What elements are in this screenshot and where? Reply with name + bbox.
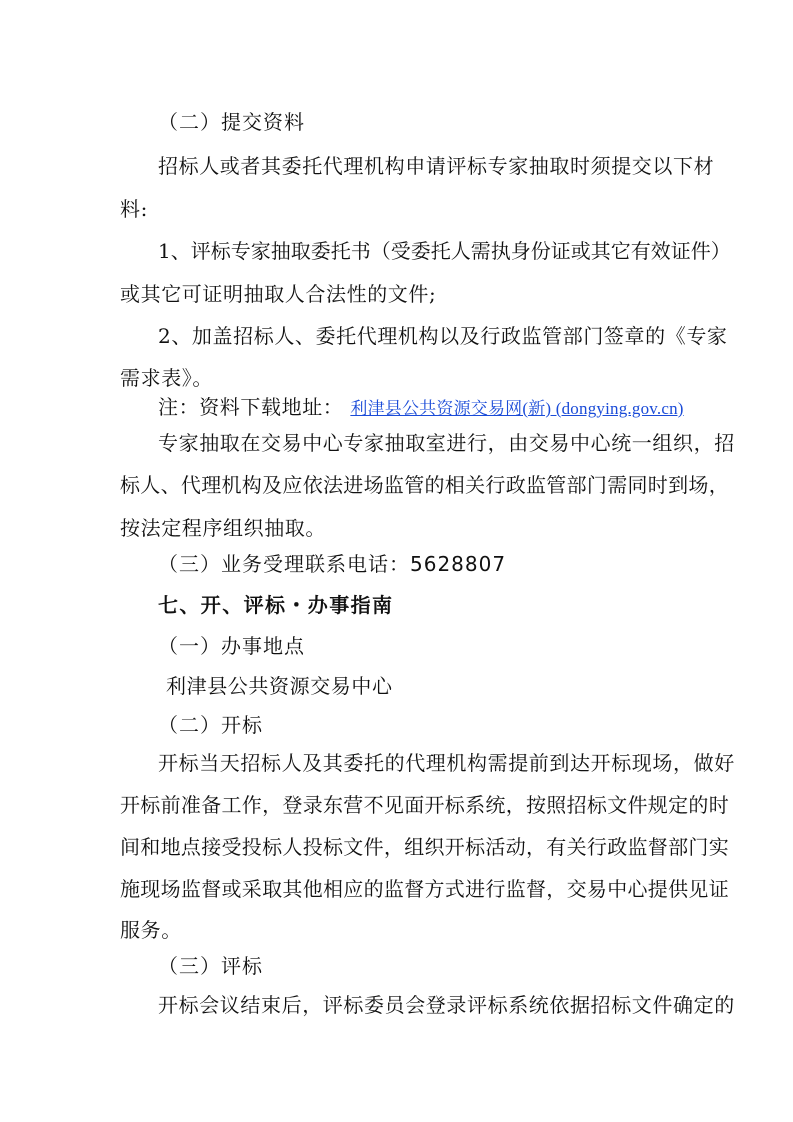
section-heading-location: （一）办事地点 <box>158 634 305 658</box>
section-heading-bid-evaluation: （三）评标 <box>158 954 263 978</box>
paragraph-line: 1、评标专家抽取委托书（受委托人需执身份证或其它有效证件） <box>158 239 731 263</box>
download-note-label: 注：资料下载地址： <box>158 395 344 419</box>
section-heading-submit-materials: （二）提交资料 <box>158 110 305 134</box>
paragraph-line: 间和地点接受投标人投标文件，组织开标活动，有关行政监督部门实 <box>120 835 729 859</box>
paragraph-line: 料: <box>120 197 148 221</box>
paragraph-line: 或其它可证明抽取人合法性的文件; <box>120 282 437 306</box>
paragraph-line: 按法定程序组织抽取。 <box>120 516 326 540</box>
download-link[interactable]: 利津县公共资源交易网(新) (dongying.gov.cn) <box>350 399 684 418</box>
paragraph-line: 专家抽取在交易中心专家抽取室进行，由交易中心统一组织，招 <box>158 431 735 455</box>
paragraph-line: 施现场监督或采取其他相应的监督方式进行监督，交易中心提供见证 <box>120 877 729 901</box>
paragraph-line: 开标当天招标人及其委托的代理机构需提前到达开标现场，做好 <box>158 751 735 775</box>
contact-phone-line: （三）业务受理联系电话：5628807 <box>158 552 507 576</box>
download-note-line <box>158 394 684 422</box>
paragraph-line: 2、加盖招标人、委托代理机构以及行政监管部门签章的《专家 <box>158 324 728 348</box>
location-text: 利津县公共资源交易中心 <box>166 674 393 698</box>
paragraph-line: 服务。 <box>120 918 182 942</box>
paragraph-line: 需求表》。 <box>120 366 213 390</box>
paragraph-line: 开标前准备工作，登录东营不见面开标系统，按照招标文件规定的时 <box>120 793 729 817</box>
paragraph-line: 开标会议结束后，评标委员会登录评标系统依据招标文件确定的 <box>158 993 735 1017</box>
paragraph-line: 标人、代理机构及应依法进场监管的相关行政监管部门需同时到场， <box>120 473 729 497</box>
section-heading-bid-opening: （二）开标 <box>158 713 263 737</box>
paragraph-line: 招标人或者其委托代理机构申请评标专家抽取时须提交以下材 <box>158 154 715 178</box>
chapter-heading-bid-guide: 七、开、评标・办事指南 <box>158 593 394 617</box>
